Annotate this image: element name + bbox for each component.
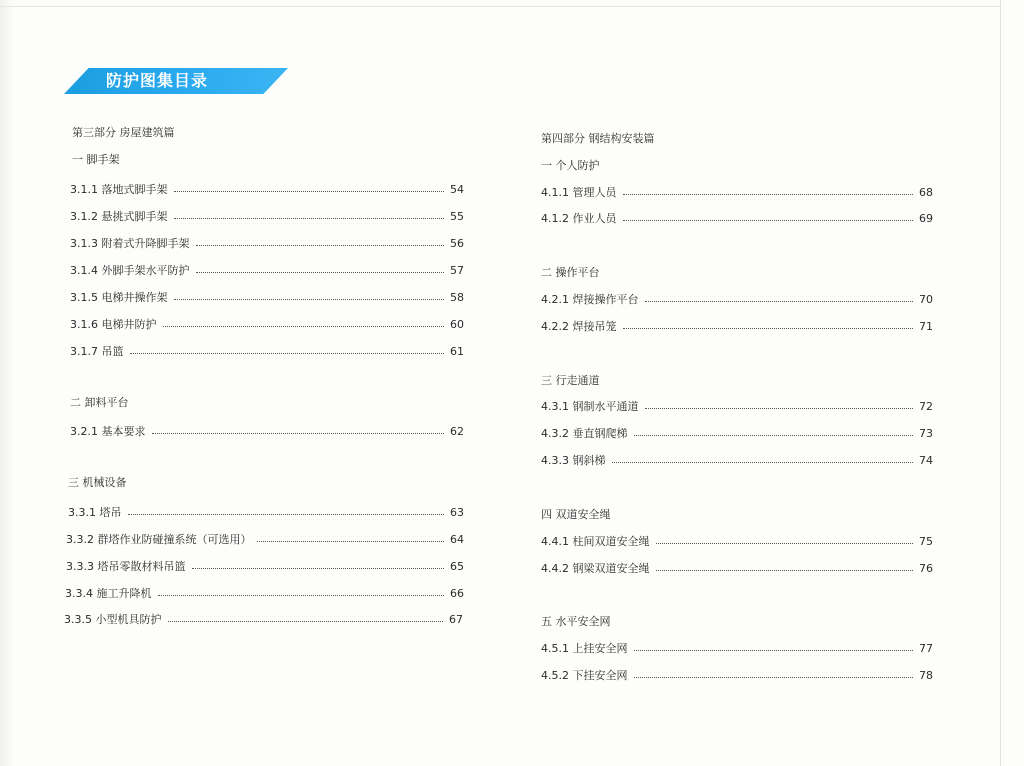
dot-leader: [158, 594, 445, 596]
dot-leader: [192, 567, 445, 569]
dot-leader: [152, 432, 445, 434]
section-heading: 三 行走通道: [541, 374, 600, 387]
toc-entry-label: 4.3.1 钢制水平通道: [541, 400, 639, 413]
toc-entry-page: 58: [450, 290, 464, 304]
toc-entry[interactable]: [70, 262, 464, 278]
toc-entry-label: 3.1.7 吊篮: [70, 345, 124, 358]
dot-leader: [634, 434, 914, 436]
toc-entry-page: 56: [450, 236, 464, 250]
page-title: 防护图集目录: [106, 71, 209, 90]
dot-leader: [163, 325, 445, 327]
toc-entry-page: 68: [919, 185, 933, 199]
dot-leader: [257, 540, 444, 542]
part-title: 第三部分 房屋建筑篇: [72, 126, 175, 139]
toc-entry[interactable]: [70, 181, 464, 197]
toc-entry[interactable]: [70, 423, 464, 439]
toc-entry-page: 73: [919, 426, 933, 440]
toc-entry-page: 66: [450, 586, 464, 600]
dot-leader: [634, 676, 914, 678]
toc-entry-label: 4.5.1 上挂安全网: [541, 642, 628, 655]
dot-leader: [174, 190, 445, 192]
toc-entry-page: 71: [919, 319, 933, 333]
toc-entry[interactable]: [70, 316, 464, 332]
toc-entry[interactable]: [68, 504, 464, 520]
toc-entry-page: 69: [919, 211, 933, 225]
toc-entry-page: 74: [919, 453, 933, 467]
toc-entry-label: 3.3.1 塔吊: [68, 506, 122, 519]
page-left-shadow: [0, 0, 14, 766]
dot-leader: [623, 327, 914, 329]
toc-entry[interactable]: [541, 533, 933, 549]
toc-entry[interactable]: [70, 208, 464, 224]
toc-entry-label: 3.1.6 电梯井防护: [70, 318, 157, 331]
dot-leader: [645, 407, 914, 409]
toc-entry-page: 72: [919, 399, 933, 413]
toc-entry[interactable]: [541, 667, 933, 683]
toc-entry[interactable]: [541, 425, 933, 441]
toc-entry[interactable]: [541, 210, 933, 226]
dot-leader: [174, 298, 445, 300]
section-heading: 三 机械设备: [68, 476, 127, 489]
toc-entry[interactable]: [64, 611, 463, 627]
toc-entry-page: 77: [919, 641, 933, 655]
toc-entry-label: 3.2.1 基本要求: [70, 425, 146, 438]
toc-entry[interactable]: [65, 585, 464, 601]
toc-entry-label: 3.1.5 电梯井操作架: [70, 291, 168, 304]
toc-entry[interactable]: [541, 318, 933, 334]
toc-entry[interactable]: [66, 531, 464, 547]
toc-entry-label: 4.3.2 垂直钢爬梯: [541, 427, 628, 440]
page-right-edge: [1000, 0, 1001, 766]
dot-leader: [612, 461, 914, 463]
section-heading: 二 卸料平台: [70, 396, 129, 409]
toc-entry-label: 3.1.1 落地式脚手架: [70, 183, 168, 196]
toc-entry-label: 3.3.3 塔吊零散材料吊篮: [66, 560, 186, 573]
dot-leader: [196, 271, 445, 273]
toc-entry-page: 76: [919, 561, 933, 575]
toc-entry[interactable]: [541, 452, 933, 468]
dot-leader: [130, 352, 445, 354]
dot-leader: [645, 300, 914, 302]
toc-entry[interactable]: [66, 558, 464, 574]
dot-leader: [623, 193, 914, 195]
dot-leader: [634, 649, 914, 651]
part-title: 第四部分 钢结构安装篇: [541, 132, 655, 145]
toc-entry-label: 4.2.1 焊接操作平台: [541, 293, 639, 306]
page-top-edge: [0, 6, 1000, 7]
toc-entry-label: 3.1.2 悬挑式脚手架: [70, 210, 168, 223]
toc-entry-page: 57: [450, 263, 464, 277]
dot-leader: [656, 542, 914, 544]
toc-entry-label: 3.3.5 小型机具防护: [64, 613, 162, 626]
toc-entry[interactable]: [541, 560, 933, 576]
dot-leader: [656, 569, 914, 571]
toc-entry-label: 4.4.1 柱间双道安全绳: [541, 535, 650, 548]
toc-entry-page: 78: [919, 668, 933, 682]
toc-entry-page: 54: [450, 182, 464, 196]
section-heading: 五 水平安全网: [541, 615, 611, 628]
toc-entry-page: 60: [450, 317, 464, 331]
toc-entry[interactable]: [541, 640, 933, 656]
toc-entry-page: 65: [450, 559, 464, 573]
toc-entry-label: 3.1.4 外脚手架水平防护: [70, 264, 190, 277]
toc-entry-page: 64: [450, 532, 464, 546]
dot-leader: [174, 217, 445, 219]
dot-leader: [623, 219, 914, 221]
toc-entry-page: 63: [450, 505, 464, 519]
toc-entry-label: 4.3.3 钢斜梯: [541, 454, 606, 467]
toc-entry[interactable]: [541, 398, 933, 414]
toc-entry[interactable]: [70, 343, 464, 359]
toc-entry-page: 70: [919, 292, 933, 306]
dot-leader: [196, 244, 445, 246]
toc-entry-label: 3.3.2 群塔作业防碰撞系统（可选用）: [66, 533, 252, 546]
toc-entry-label: 4.1.1 管理人员: [541, 186, 617, 199]
toc-entry[interactable]: [70, 235, 464, 251]
toc-entry[interactable]: [541, 184, 933, 200]
toc-entry[interactable]: [70, 289, 464, 305]
toc-entry-page: 62: [450, 424, 464, 438]
section-heading: 一 个人防护: [541, 159, 600, 172]
dot-leader: [168, 620, 444, 622]
toc-entry-label: 3.3.4 施工升降机: [65, 587, 152, 600]
toc-entry-page: 55: [450, 209, 464, 223]
section-heading: 二 操作平台: [541, 266, 600, 279]
toc-entry-label: 3.1.3 附着式升降脚手架: [70, 237, 190, 250]
toc-entry-label: 4.5.2 下挂安全网: [541, 669, 628, 682]
toc-entry-page: 67: [449, 612, 463, 626]
toc-entry-page: 75: [919, 534, 933, 548]
section-heading: 四 双道安全绳: [541, 508, 611, 521]
dot-leader: [128, 513, 445, 515]
toc-entry-label: 4.1.2 作业人员: [541, 212, 617, 225]
section-heading: 一 脚手架: [72, 153, 120, 166]
toc-entry-label: 4.4.2 钢梁双道安全绳: [541, 562, 650, 575]
toc-entry-label: 4.2.2 焊接吊笼: [541, 320, 617, 333]
toc-entry-page: 61: [450, 344, 464, 358]
toc-entry[interactable]: [541, 291, 933, 307]
